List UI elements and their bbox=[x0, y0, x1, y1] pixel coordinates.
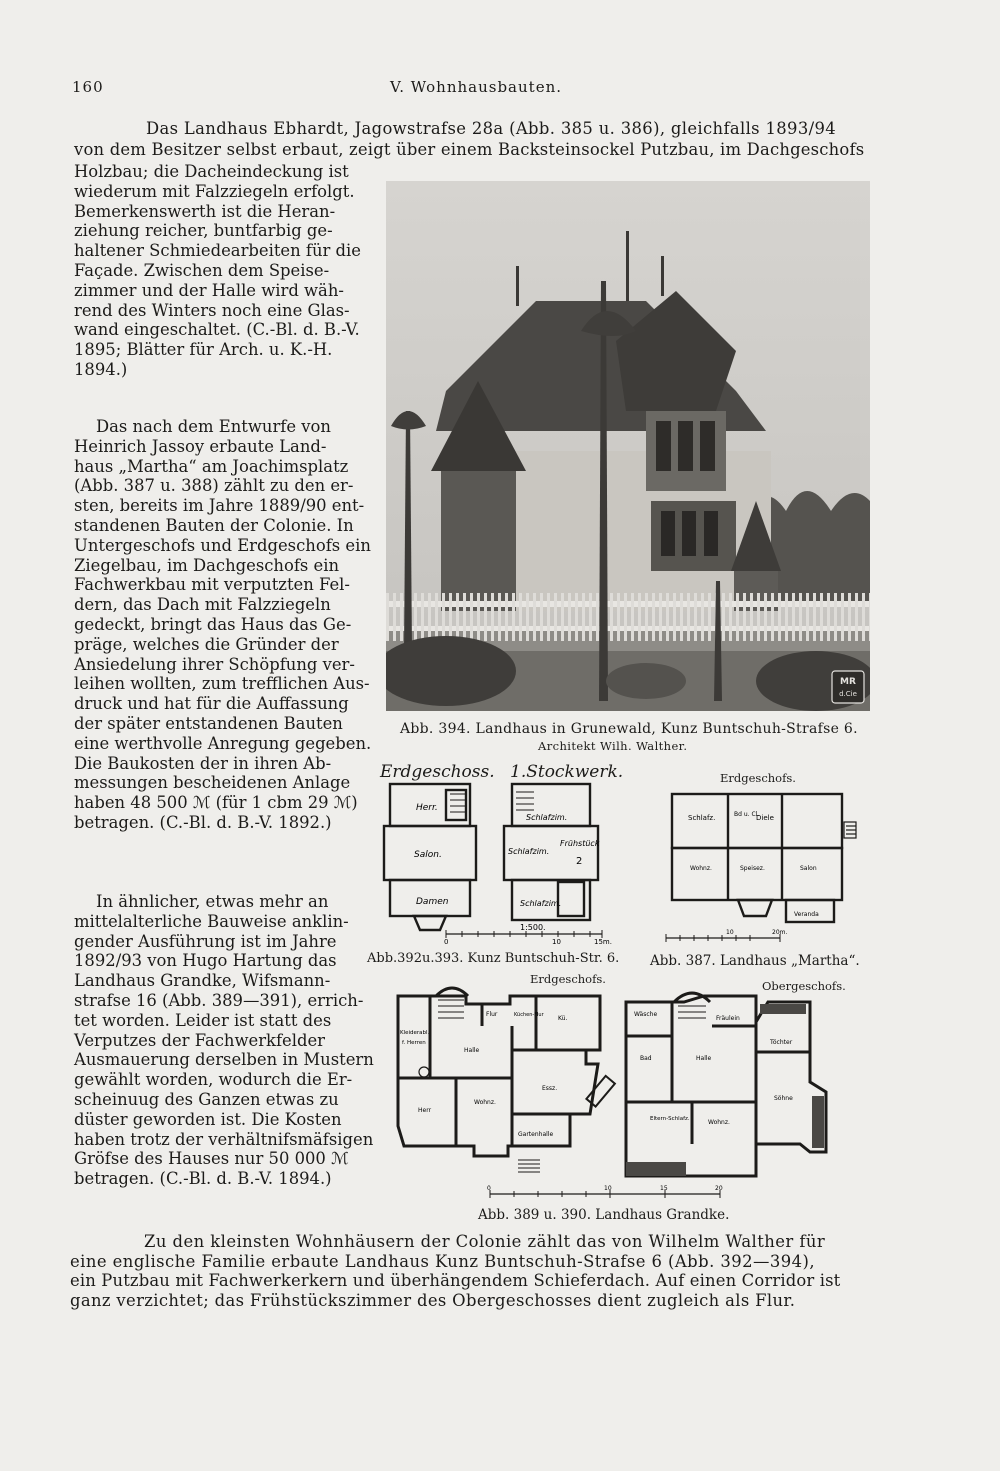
fence-picket bbox=[778, 593, 781, 641]
fence-picket bbox=[435, 593, 438, 641]
fence-picket bbox=[442, 593, 445, 641]
fence-picket bbox=[428, 593, 431, 641]
scale-tick: 10 bbox=[726, 929, 734, 936]
room-label: Eltern-Schlafz. bbox=[650, 1116, 690, 1122]
text-line: scheinuug des Ganzen etwas zu bbox=[74, 1089, 339, 1109]
para-ebhardt-line-1: Das Landhaus Ebhardt, Jagowstrafse 28a (Abb. 385 u. 386), gleichfalls 1893/94 bbox=[146, 119, 837, 138]
fig392-title-left: Erdgeschoss. bbox=[380, 762, 495, 782]
fence-picket bbox=[547, 593, 550, 641]
text-line: dern, das Dach mit Falzziegeln bbox=[74, 595, 331, 615]
fence-picket bbox=[561, 593, 564, 641]
fig389-title-left: Erdgeschofs. bbox=[530, 972, 606, 986]
fig392-plans bbox=[380, 782, 630, 944]
fig389-plans bbox=[390, 986, 870, 1204]
scale-tick: 20 bbox=[715, 1185, 723, 1192]
fence-picket bbox=[470, 593, 473, 641]
room-label: Bd u. Cl. bbox=[734, 811, 760, 818]
fence-picket bbox=[400, 593, 403, 641]
text-line: gewählt worden, wodurch die Er- bbox=[74, 1070, 353, 1090]
fence-picket bbox=[645, 593, 648, 641]
text-line: haben 48 500 ℳ (für 1 cbm 29 ℳ) bbox=[74, 793, 358, 813]
page-number: 160 bbox=[72, 78, 104, 96]
fig394-credit: Architekt Wilh. Walther. bbox=[538, 739, 688, 753]
para-ebhardt-line-2: von dem Besitzer selbst erbaut, zeigt über einem Backsteinsockel Putzbau, im Dachgeschofs bbox=[74, 140, 865, 159]
text-line: Verputzes der Fachwerkfelder bbox=[74, 1030, 325, 1050]
fence-picket bbox=[505, 593, 508, 641]
fence-picket bbox=[855, 593, 858, 641]
fence-picket bbox=[708, 593, 711, 641]
text-line: präge, welches die Gründer der bbox=[74, 634, 339, 654]
room-label: Töchter bbox=[770, 1039, 793, 1046]
text-line: Ausmauerung derselben in Mustern bbox=[74, 1050, 374, 1070]
fence-picket bbox=[582, 593, 585, 641]
fence-picket bbox=[666, 593, 669, 641]
fence-picket bbox=[736, 593, 739, 641]
text-line: rend des Winters noch eine Glas- bbox=[74, 300, 350, 320]
fence-picket bbox=[456, 593, 459, 641]
room-label: Kü. bbox=[558, 1015, 568, 1022]
fence-picket bbox=[477, 593, 480, 641]
room-label: Speisez. bbox=[740, 865, 765, 872]
text-line: eine englische Familie erbaute Landhaus Kunz Buntschuh-Strafse 6 (Abb. 392—394), bbox=[70, 1251, 816, 1271]
fence-picket bbox=[834, 593, 837, 641]
room-label: Flur bbox=[486, 1011, 498, 1018]
room-label: Herr bbox=[418, 1107, 432, 1114]
text-line: 1895; Blätter für Arch. u. K.-H. bbox=[74, 340, 333, 360]
fence-picket bbox=[869, 593, 870, 641]
room-label: Wohnz. bbox=[690, 865, 712, 872]
room-label: Wohnz. bbox=[708, 1119, 730, 1126]
fence-picket bbox=[491, 593, 494, 641]
fence-picket bbox=[848, 593, 851, 641]
room-label: Herr. bbox=[416, 803, 438, 813]
room-label: Fräulein bbox=[716, 1015, 740, 1022]
monogram-seal bbox=[832, 671, 864, 703]
room-label: Bad bbox=[640, 1055, 652, 1062]
para-ebhardt-body bbox=[74, 162, 364, 380]
text-line: Untergeschofs und Erdgeschofs ein bbox=[74, 535, 371, 555]
fence-picket bbox=[673, 593, 676, 641]
fence-picket bbox=[484, 593, 487, 641]
para-grandke bbox=[74, 892, 374, 1189]
fence-picket bbox=[512, 593, 515, 641]
text-line: der später entstandenen Bauten bbox=[74, 713, 343, 733]
text-line: Ziegelbau, im Dachgeschofs ein bbox=[74, 555, 340, 575]
fence-picket bbox=[841, 593, 844, 641]
text-line: strafse 16 (Abb. 389—391), errich- bbox=[74, 990, 364, 1010]
fence-picket bbox=[498, 593, 501, 641]
fig389-caption: Abb. 389 u. 390. Landhaus Grandke. bbox=[478, 1207, 730, 1223]
room-label: Wäsche bbox=[634, 1011, 658, 1018]
fig392-title-right: 1.Stockwerk. bbox=[510, 762, 624, 782]
text-line: wiederum mit Falzziegeln erfolgt. bbox=[74, 181, 355, 201]
fence-picket bbox=[526, 593, 529, 641]
house-illustration bbox=[386, 181, 870, 711]
text-line: tet worden. Leider ist statt des bbox=[74, 1010, 332, 1030]
room-label: Frühstück bbox=[560, 839, 600, 848]
room-label: Essz. bbox=[542, 1085, 558, 1092]
room-label: Wohnz. bbox=[474, 1099, 496, 1106]
fig394-caption: Abb. 394. Landhaus in Grunewald, Kunz Buntschuh-Strafse 6. bbox=[400, 721, 858, 737]
room-label: Söhne bbox=[774, 1095, 793, 1102]
scale-tick: 10 bbox=[552, 938, 561, 944]
text-line: 1894.) bbox=[74, 359, 128, 379]
fence-picket bbox=[624, 593, 627, 641]
fence-picket bbox=[568, 593, 571, 641]
text-line: haus „Martha“ am Joachimsplatz bbox=[74, 456, 349, 476]
fence-picket bbox=[554, 593, 557, 641]
fence-picket bbox=[694, 593, 697, 641]
text-line: druck und hat für die Auffassung bbox=[74, 694, 349, 714]
fig387-caption: Abb. 387. Landhaus „Martha“. bbox=[650, 953, 860, 969]
fence-picket bbox=[519, 593, 522, 641]
scale-label: 1:500. bbox=[520, 923, 546, 932]
fence-picket bbox=[862, 593, 865, 641]
text-line: zimmer und der Halle wird wäh- bbox=[74, 280, 344, 300]
text-line: 1892/93 von Hugo Hartung das bbox=[74, 951, 337, 971]
text-line: Ansiedelung ihrer Schöpfung ver- bbox=[74, 654, 355, 674]
room-label: Schlafz. bbox=[688, 814, 716, 822]
room-label: Veranda bbox=[794, 911, 819, 918]
text-line: messungen bescheidenen Anlage bbox=[74, 773, 351, 793]
fence-picket bbox=[799, 593, 802, 641]
fence-picket bbox=[785, 593, 788, 641]
text-line: Landhaus Grandke, Wifsmann- bbox=[74, 971, 331, 991]
fence-picket bbox=[463, 593, 466, 641]
text-line: gender Ausführung ist im Jahre bbox=[74, 931, 337, 951]
fence-picket bbox=[449, 593, 452, 641]
svg-text:d.Cie: d.Cie bbox=[839, 690, 857, 698]
fence-picket bbox=[617, 593, 620, 641]
fence-picket bbox=[393, 593, 396, 641]
text-line: betragen. (C.-Bl. d. B.-V. 1894.) bbox=[74, 1169, 332, 1189]
text-line: sten, bereits im Jahre 1889/90 ent- bbox=[74, 496, 365, 516]
fence-picket bbox=[722, 593, 725, 641]
fence-picket bbox=[386, 593, 389, 641]
text-line: Das nach dem Entwurfe von bbox=[96, 417, 331, 436]
text-line: standenen Bauten der Colonie. In bbox=[74, 515, 354, 535]
scale-tick: 15 bbox=[660, 1185, 668, 1192]
fence-picket bbox=[743, 593, 746, 641]
fig387-title: Erdgeschofs. bbox=[720, 771, 796, 785]
fence-picket bbox=[813, 593, 816, 641]
text-line: Die Baukosten der in ihren Ab- bbox=[74, 753, 332, 773]
room-label: Damen bbox=[416, 897, 449, 907]
fence-picket bbox=[806, 593, 809, 641]
fence-picket bbox=[792, 593, 795, 641]
text-line: wand eingeschaltet. (C.-Bl. d. B.-V. bbox=[74, 320, 360, 340]
text-line: düster geworden ist. Die Kosten bbox=[74, 1109, 342, 1129]
room-label: Halle bbox=[696, 1055, 712, 1062]
fig392-caption: Abb.392u.393. Kunz Buntschuh-Str. 6. bbox=[367, 951, 620, 966]
fence-picket bbox=[764, 593, 767, 641]
text-line: eine werthvolle Anregung gegeben. bbox=[74, 733, 372, 753]
text-line: (Abb. 387 u. 388) zählt zu den er- bbox=[74, 476, 354, 496]
scale-tick: 10 bbox=[604, 1185, 612, 1192]
text-line: ganz verzichtet; das Frühstückszimmer des Obergeschosses dient zugleich als Flur. bbox=[70, 1290, 796, 1310]
fig389-title-right: Obergeschofs. bbox=[762, 979, 846, 993]
text-line: haben trotz der verhältnifsmäfsigen bbox=[74, 1129, 374, 1149]
fig387-plan bbox=[660, 786, 866, 946]
room-label: Küchen-Flur bbox=[514, 1012, 544, 1018]
text-line: gedeckt, bringt das Haus das Ge- bbox=[74, 614, 352, 634]
scale-tick: 0 bbox=[487, 1185, 491, 1192]
running-title: V. Wohnhausbauten. bbox=[390, 78, 562, 96]
svg-text:MR: MR bbox=[840, 677, 856, 687]
fence-picket bbox=[540, 593, 543, 641]
room-label: Kleiderabl. bbox=[400, 1030, 430, 1036]
para-walther bbox=[70, 1232, 870, 1310]
text-line: Holzbau; die Dacheindeckung ist bbox=[74, 162, 349, 181]
room-label: Schlafzim. bbox=[526, 813, 568, 822]
scale-tick: 15m. bbox=[594, 938, 612, 944]
text-line: Façade. Zwischen dem Speise- bbox=[74, 260, 330, 280]
para-martha bbox=[74, 417, 372, 833]
scale-tick: 20m. bbox=[772, 929, 788, 936]
fence-picket bbox=[680, 593, 683, 641]
fence-picket bbox=[575, 593, 578, 641]
room-label: f. Herren bbox=[402, 1040, 426, 1046]
text-line: mittelalterliche Bauweise anklin- bbox=[74, 911, 349, 931]
room-label: Halle bbox=[464, 1047, 480, 1054]
fence-picket bbox=[610, 593, 613, 641]
fence-picket bbox=[771, 593, 774, 641]
fence-picket bbox=[652, 593, 655, 641]
text-line: haltener Schmiedearbeiten für die bbox=[74, 241, 361, 261]
fence-picket bbox=[638, 593, 641, 641]
scale-tick: 0 bbox=[444, 938, 449, 944]
fence-picket bbox=[533, 593, 536, 641]
room-label: Salon. bbox=[414, 850, 442, 860]
text-line: In ähnlicher, etwas mehr an bbox=[96, 892, 329, 911]
svg-text:2: 2 bbox=[576, 856, 583, 867]
room-label: Schlafzim. bbox=[508, 847, 550, 856]
text-line: leihen wollten, zum trefflichen Aus- bbox=[74, 674, 370, 694]
fence-picket bbox=[631, 593, 634, 641]
room-label: Diele bbox=[756, 814, 774, 822]
room-label: Salon bbox=[800, 865, 817, 872]
text-line: Bemerkenswerth ist die Heran- bbox=[74, 201, 336, 221]
fence-picket bbox=[589, 593, 592, 641]
photo-landhaus-grunewald bbox=[386, 181, 870, 711]
fence-picket bbox=[827, 593, 830, 641]
fence-picket bbox=[729, 593, 732, 641]
fence-picket bbox=[596, 593, 599, 641]
text-line: ein Putzbau mit Fachwerkerkern und überhängendem Schieferdach. Auf einen Corridor ist bbox=[70, 1271, 841, 1290]
fence-picket bbox=[421, 593, 424, 641]
text-line: Gröfse des Hauses nur 50 000 ℳ bbox=[74, 1149, 349, 1169]
text-line: Fachwerkbau mit verputzten Fel- bbox=[74, 575, 350, 595]
room-label: Gartenhalle bbox=[518, 1131, 554, 1138]
text-line: betragen. (C.-Bl. d. B.-V. 1892.) bbox=[74, 812, 332, 832]
text-line: Heinrich Jassoy erbaute Land- bbox=[74, 436, 327, 456]
room-label: Schlafzim. bbox=[520, 899, 562, 908]
fence-picket bbox=[820, 593, 823, 641]
fence-picket bbox=[701, 593, 704, 641]
fence-picket bbox=[659, 593, 662, 641]
fence-picket bbox=[757, 593, 760, 641]
text-line: Zu den kleinsten Wohnhäusern der Colonie zählt das von Wilhelm Walther für bbox=[144, 1232, 826, 1251]
fence-picket bbox=[750, 593, 753, 641]
fence-picket bbox=[687, 593, 690, 641]
text-line: ziehung reicher, buntfarbig ge- bbox=[74, 221, 333, 241]
fence-picket bbox=[414, 593, 417, 641]
